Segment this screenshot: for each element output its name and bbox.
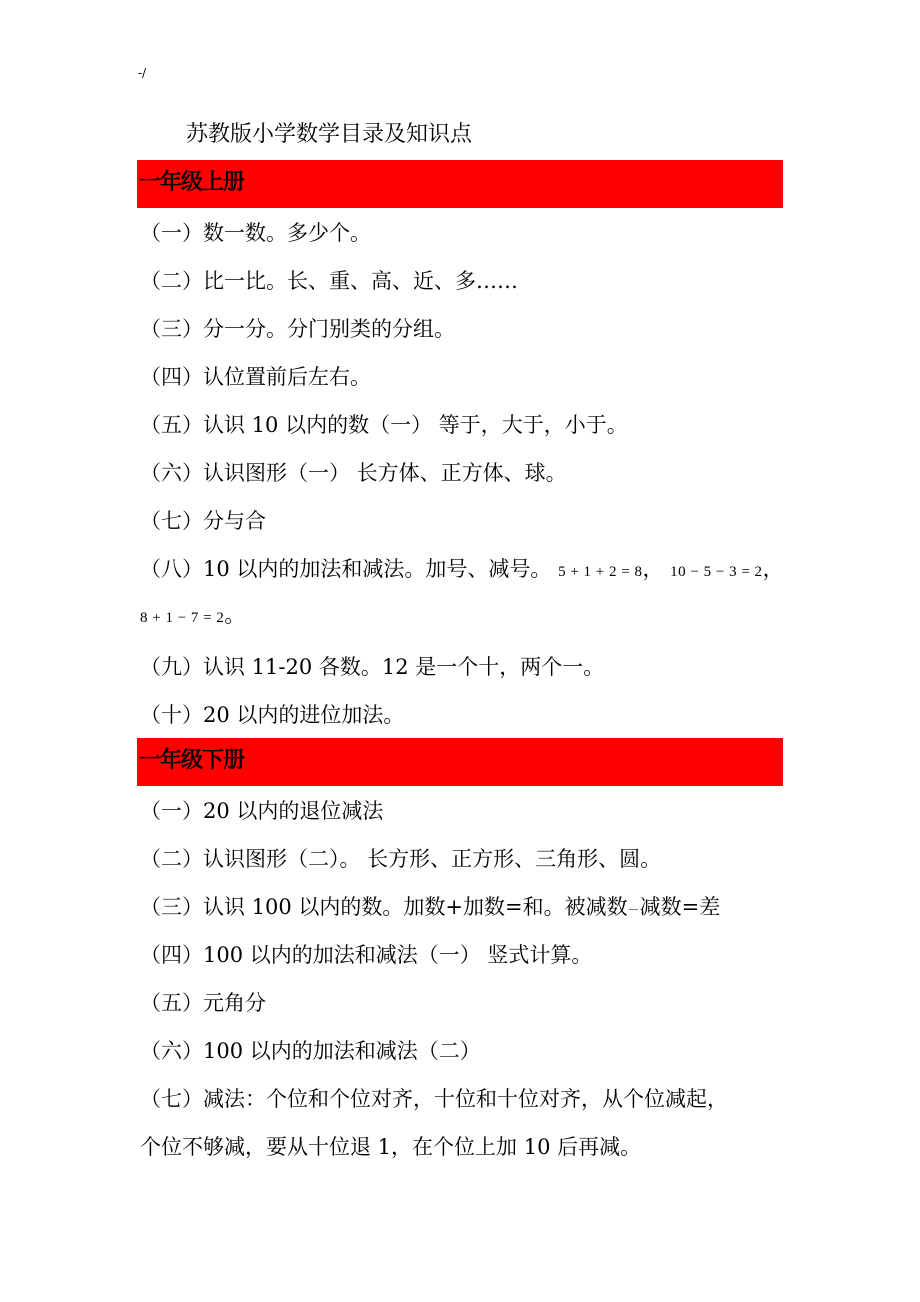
list-item-continuation: [140, 600, 245, 633]
corner-mark: -/: [138, 66, 147, 80]
section-header-label: 一年级下册: [139, 748, 245, 773]
list-item: （六）100 以内的加法和减法（二）: [140, 1039, 481, 1063]
section-header-grade1-vol1: [137, 160, 783, 208]
list-item: （四）100 以内的加法和减法（一） 竖式计算。: [140, 943, 593, 967]
list-item: （一）20 以内的退位减法: [140, 799, 384, 823]
list-item: （二）比一比。长、重、高、近、多……: [140, 269, 518, 293]
page-title: 苏教版小学数学目录及知识点: [186, 122, 473, 147]
list-item: （七）分与合: [140, 509, 266, 533]
formula: 10 − 5 − 3 = 2: [670, 564, 763, 580]
item-text: （三）认识 100 以内的数。加数+加数=和。被减数: [140, 895, 628, 919]
section-header-label: 一年级上册: [139, 170, 245, 195]
list-item: （五）认识 10 以内的数（一） 等于，大于，小于。: [140, 413, 628, 437]
minus-sign: －: [627, 903, 640, 917]
item-text: （八）10 以内的加法和减法。加号、减号。: [140, 557, 552, 581]
separator: ，: [762, 557, 784, 581]
formula: 8 + 1 − 7 = 2: [140, 610, 225, 626]
list-item: （九）认识 11-20 各数。12 是一个十，两个一。: [140, 655, 605, 679]
list-item: （三）分一分。分门别类的分组。: [140, 317, 455, 341]
section-header-grade1-vol2: [137, 738, 783, 786]
list-item: （六）认识图形（一） 长方体、正方体、球。: [140, 461, 567, 485]
formula: 5 + 1 + 2 = 8: [558, 564, 643, 580]
list-item-continuation: 个位不够减，要从十位退 1，在个位上加 10 后再减。: [140, 1135, 642, 1159]
list-item-addition-subtraction: [140, 554, 784, 587]
list-item: （四）认位置前后左右。: [140, 365, 371, 389]
list-item-numbers-to-100: [140, 892, 720, 925]
item-end: 。: [224, 603, 246, 627]
list-item: （十）20 以内的进位加法。: [140, 703, 405, 727]
list-item: （一）数一数。多少个。: [140, 221, 371, 245]
separator: ，: [642, 557, 664, 581]
list-item: （七）减法：个位和个位对齐，十位和十位对齐，从个位减起，: [140, 1087, 728, 1111]
list-item: （二）认识图形（二）。 长方形、正方形、三角形、圆。: [140, 847, 662, 871]
item-text: 减数=差: [639, 895, 721, 919]
list-item: （五）元角分: [140, 991, 266, 1015]
